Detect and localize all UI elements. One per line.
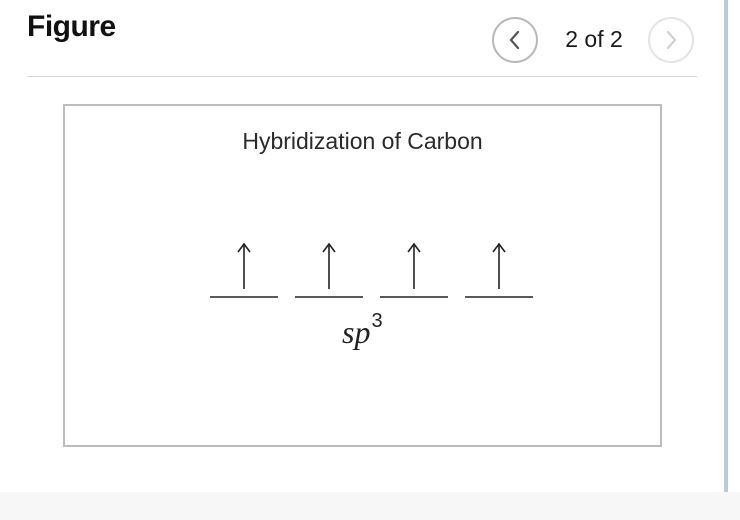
hybridization-label (342, 310, 383, 351)
electron-arrow-up (493, 244, 505, 289)
header-divider (27, 76, 697, 77)
chevron-right-icon (662, 29, 680, 51)
bottom-band (0, 492, 740, 520)
previous-figure-button[interactable] (492, 17, 538, 63)
chevron-left-icon (506, 29, 524, 51)
orbital-diagram (65, 106, 660, 445)
scroll-track[interactable] (724, 0, 728, 492)
electron-arrow-up (408, 244, 420, 289)
pager-status: 2 of 2 (565, 26, 623, 52)
panel-title: Figure (27, 10, 116, 43)
next-figure-button[interactable] (648, 17, 694, 63)
electron-arrow-up (323, 244, 335, 289)
hybridization-label-superscript: 3 (371, 310, 383, 333)
figure-image (63, 104, 662, 447)
figure-title: Hybridization of Carbon (242, 128, 483, 154)
hybridization-label-main: sp (342, 314, 371, 350)
electron-arrow-up (238, 244, 250, 289)
